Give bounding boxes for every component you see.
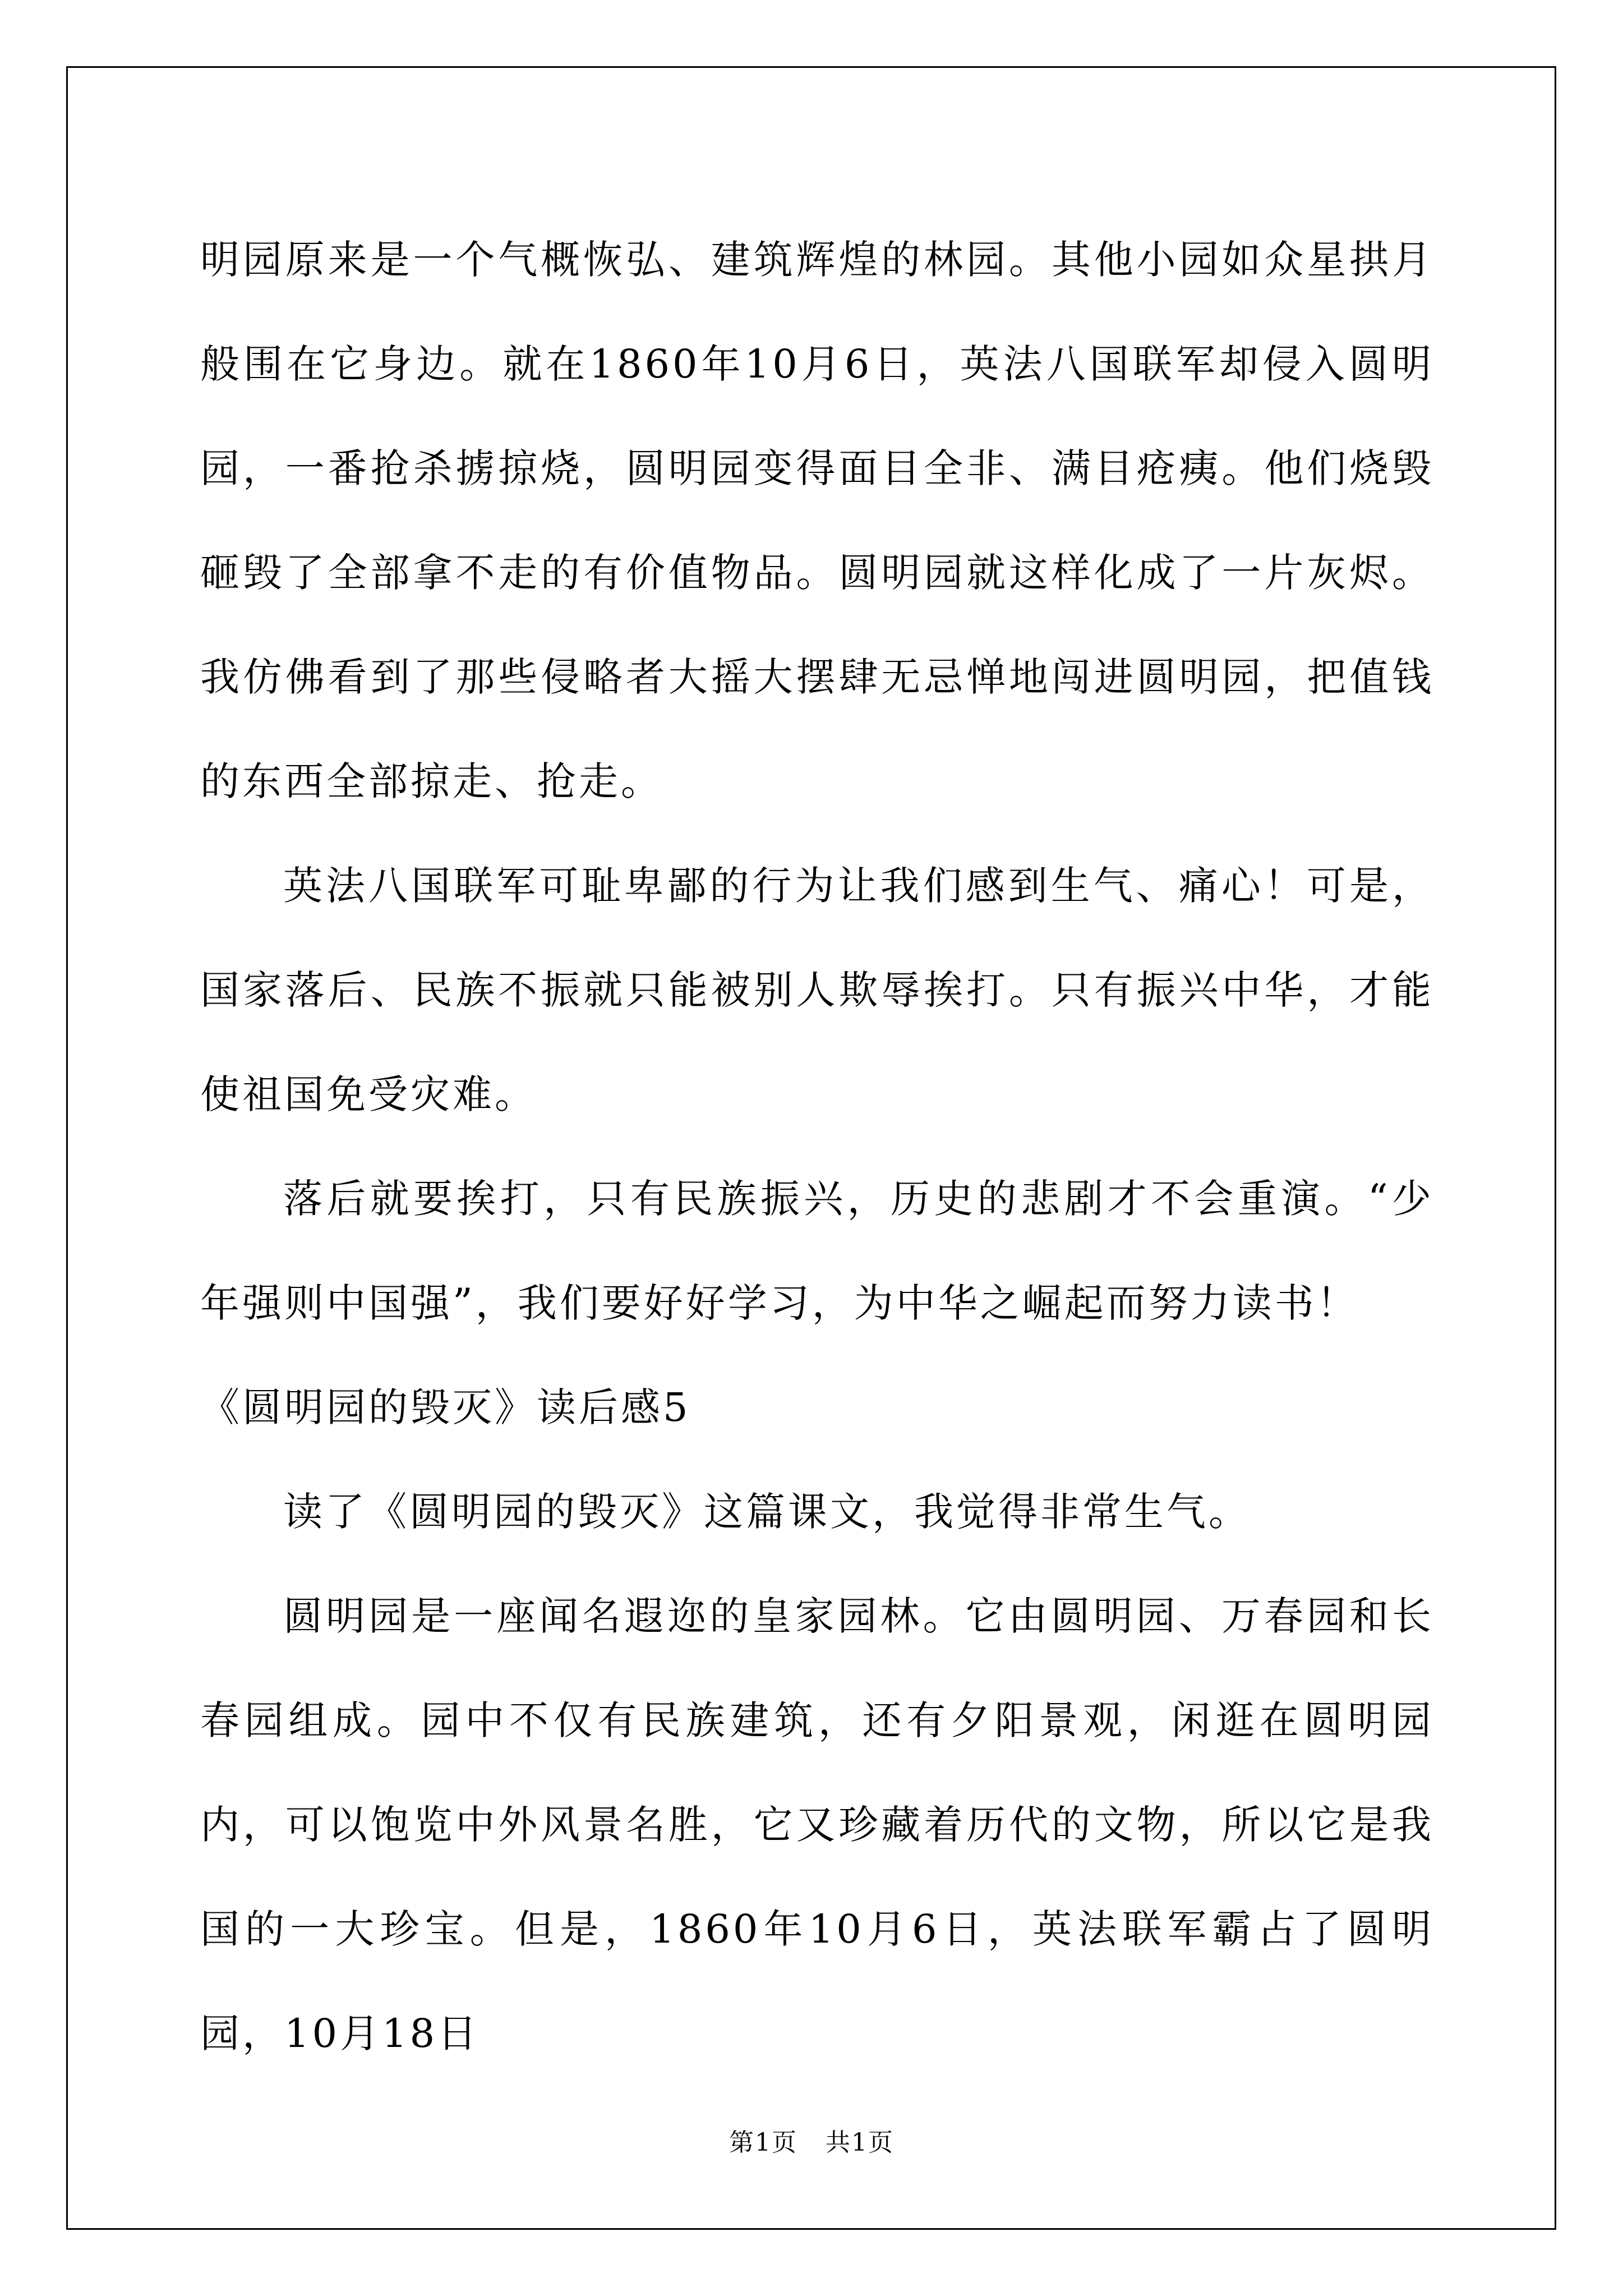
page-footer	[0, 2126, 1623, 2160]
paragraph-5: 圆明园是一座闻名遐迩的皇家园林。它由圆明园、万春园和长春园组成。园中不仅有民族建筑，还有夕阳景观，闲逛在圆明园内，可以饱览中外风景名胜，它又珍藏着历代的文物，所以它是我国的一大珍宝。但是，1860年10月6日，英法联军霸占了圆明园，10月18日	[200, 1593, 1434, 2056]
paragraph-1: 明园原来是一个气概恢弘、建筑辉煌的林园。其他小园如众星拱月般围在它身边。就在1860年10月6日，英法八国联军却侵入圆明园，一番抢杀掳掠烧，圆明园变得面目全非、满目疮痍。他们烧毁砸毁了全部拿不走的有价值物品。圆明园就这样化成了一片灰烬。我仿佛看到了那些侵略者大摇大摆肆无忌惮地闯进圆明园，把值钱的东西全部掠走、抢走。	[200, 237, 1434, 804]
page-number-current: 第1页	[729, 2128, 797, 2157]
document-body	[200, 208, 1434, 2086]
paragraph-4: 读了《圆明园的毁灭》这篇课文，我觉得非常生气。	[283, 1489, 1251, 1535]
paragraph-2: 英法八国联军可耻卑鄙的行为让我们感到生气、痛心！可是，国家落后、民族不振就只能被别人欺辱挨打。只有振兴中华，才能使祖国免受灾难。	[200, 863, 1434, 1117]
section-heading: 《圆明园的毁灭》读后感5	[200, 1384, 691, 1430]
paragraph-3: 落后就要挨打，只有民族振兴，历史的悲剧才不会重演。“少年强则中国强”，我们要好好学习，为中华之崛起而努力读书！	[200, 1176, 1434, 1326]
page-number-total: 共1页	[826, 2128, 894, 2157]
